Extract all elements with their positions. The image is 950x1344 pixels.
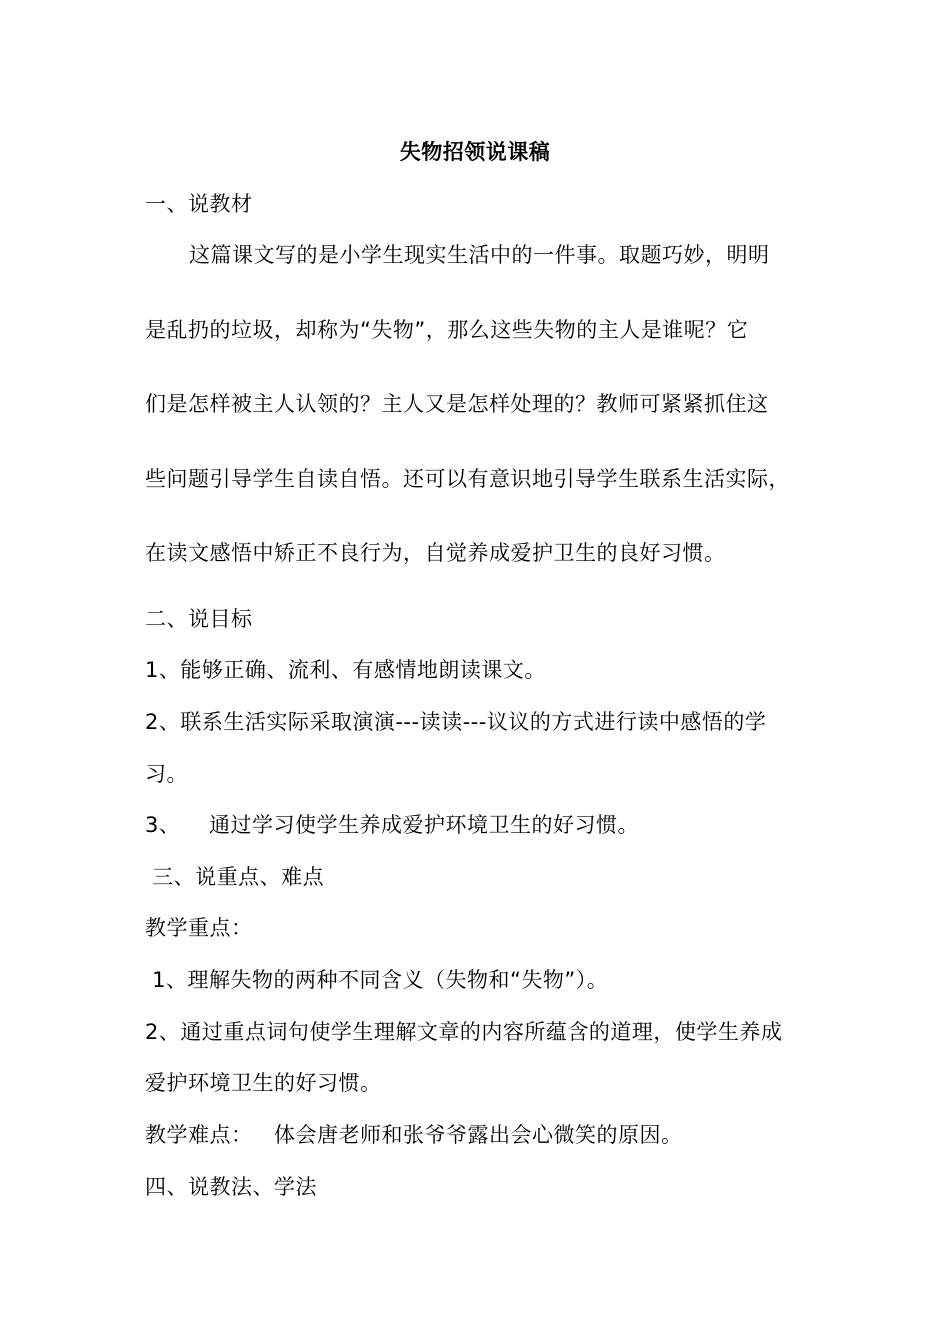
- list-item: 1、能够正确、流利、有感情地朗读课文。: [145, 658, 546, 682]
- section-heading-methods: 四、说教法、学法: [145, 1175, 317, 1199]
- list-item: 2、联系生活实际采取演演---读读---议议的方式进行读中感悟的学: [145, 710, 767, 734]
- subheading-teaching-difficulty: 教学难点： 体会唐老师和张爷爷露出会心微笑的原因。: [145, 1123, 683, 1147]
- paragraph-line: 些问题引导学生自读自悟。还可以有意识地引导学生联系生活实际，: [145, 467, 790, 491]
- section-heading-key-points: 三、说重点、难点: [145, 865, 325, 889]
- paragraph-line: 这篇课文写的是小学生现实生活中的一件事。取题巧妙，明明: [189, 243, 770, 267]
- subheading-teaching-focus: 教学重点：: [145, 916, 253, 940]
- paragraph-line: 们是怎样被主人认领的？主人又是怎样处理的？教师可紧紧抓住这: [145, 392, 769, 416]
- paragraph-line: 在读文感悟中矫正不良行为，自觉养成爱护卫生的良好习惯。: [145, 541, 726, 565]
- section-heading-objectives: 二、说目标: [145, 607, 253, 631]
- list-item: 2、通过重点词句使学生理解文章的内容所蕴含的道理，使学生养成: [145, 1020, 783, 1044]
- paragraph-line: 是乱扔的垃圾，却称为“失物”，那么这些失物的主人是谁呢？它: [145, 318, 749, 342]
- document-title: 失物招领说课稿: [399, 140, 551, 164]
- list-item: 3、 通过学习使学生养成爱护环境卫生的好习惯。: [145, 813, 640, 837]
- section-heading-teaching-material: 一、说教材: [145, 192, 253, 216]
- list-item-continuation: 爱护环境卫生的好习惯。: [145, 1071, 382, 1095]
- list-item-continuation: 习。: [145, 762, 188, 786]
- list-item: 1、理解失物的两种不同含义（失物和“失物”）。: [145, 968, 609, 992]
